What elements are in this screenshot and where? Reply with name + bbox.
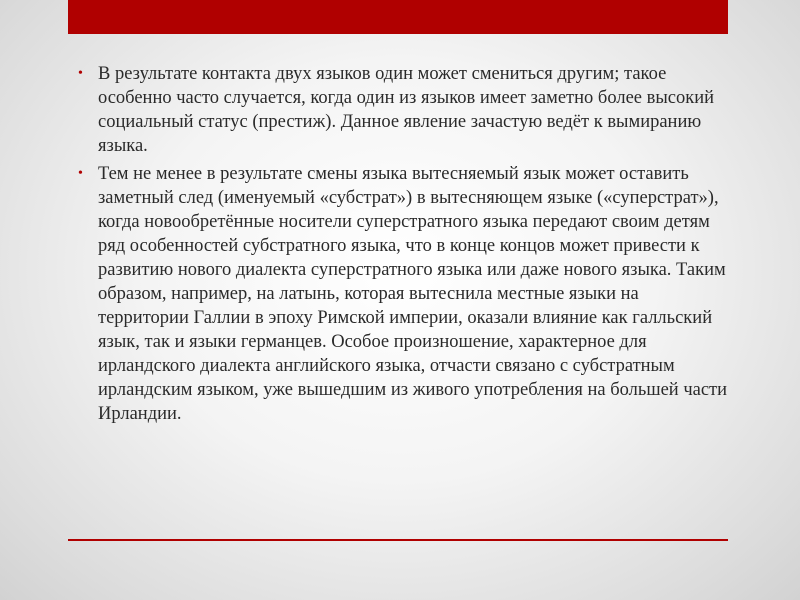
bullet-dot-icon: • <box>78 166 83 181</box>
bullet-text: Тем не менее в результате смены языка вытесняемый язык может оставить заметный след (именуемый «субстрат») в вытесняющем языке («суперстрат»), когда новообретённые носители суперстратного языка передают своим детям ряд особенностей субстратного языка, что в конце концов может привести к развитию нового диалекта суперстратного языка или даже нового языка. Таким образом, например, на латынь, которая вытеснила местные языки на территории Галлии в эпоху Римской империи, оказали влияние как галльский язык, так и языки германцев. Особое произношение, характерное для ирландского диалекта английского языка, отчасти связано с субстратным ирландским языком, уже вышедшим из живого употребления на большей части Ирландии. <box>98 164 728 424</box>
top-accent-bar <box>68 0 728 34</box>
bullet-list <box>78 62 728 430</box>
bullet-text: В результате контакта двух языков один может смениться другим; такое особенно часто случается, когда один из языков имеет заметно более высокий социальный статус (престиж). Данное явление зачастую ведёт к вымиранию языка. <box>98 64 715 156</box>
bullet-dot-icon: • <box>78 66 83 81</box>
bullet-item <box>78 162 728 426</box>
bullet-item <box>78 62 728 158</box>
bottom-divider <box>68 539 728 541</box>
